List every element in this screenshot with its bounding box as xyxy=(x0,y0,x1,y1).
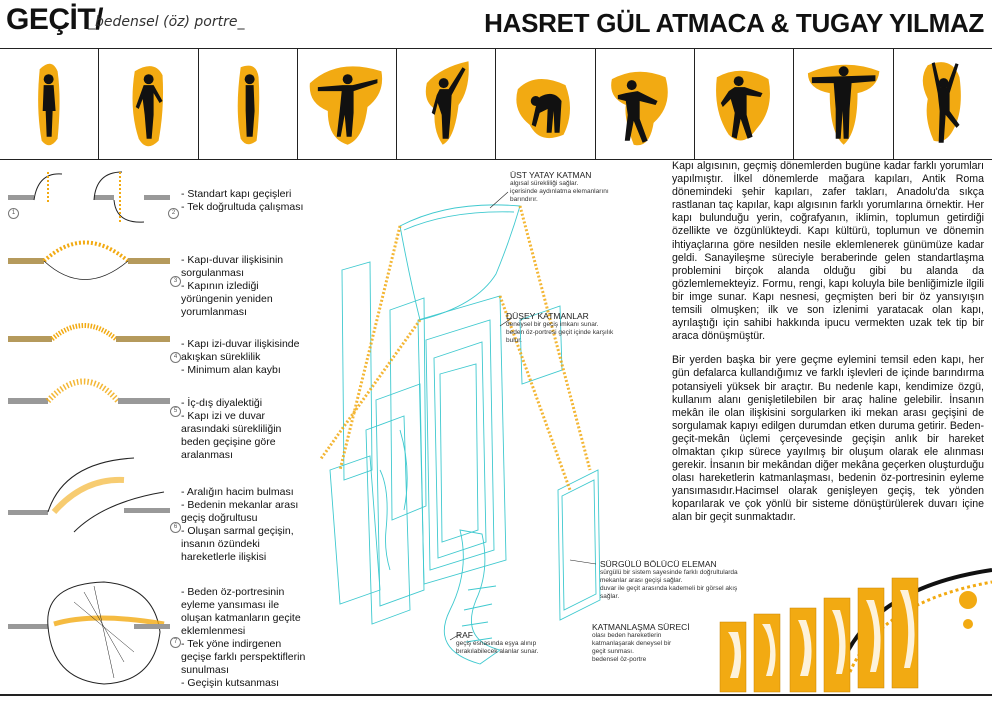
body-text xyxy=(672,160,984,536)
step-number: 6 xyxy=(170,522,181,533)
silhouette-strip xyxy=(0,48,992,160)
bending-silhouette-icon xyxy=(496,49,594,159)
diagram-inside-outside xyxy=(8,382,170,405)
t-pose-silhouette-icon xyxy=(794,49,892,159)
spread-arms-silhouette-icon xyxy=(298,49,396,159)
note-volume: - Aralığın hacim bulması - Bedenin mekanlar arası geçiş doğrultusu - Oluşan sarmal geçişin, insanın özündeki hareketlerle ilişkisi xyxy=(181,486,299,563)
silhouette-cell xyxy=(596,49,695,159)
page-title: GEÇİT/ xyxy=(6,3,104,36)
paragraph-2: Bir yerden başka bir yere geçme eylemini temsil eden kapı, her gün defalarca kullandığımız ve farklı işlevleri de içinde barındırma potansiyeli yüksek bir araçtır. Bu nedenle kapı, kendimize özgü, kullanım alanı genişletilebilen bir araç haline gelebilir. İnsanın mekân ile olan ilişkisini sorgularken iki mekan arası geçişini de sorgulamak kapıyı edilgen durumdan etken duruma getirir. Beden-geçit-mekân üçlemi çerçevesinde geçişin anlık bir hareket olmaktan çıkıp sürece yayılmış bir oluşum olarak ele alınması gerekir. İnsanın bir mekândan diğer mekâna geçerken oluşturduğu olası hareketlerin katmanlaşması, bedenin öz-portresinin eyleme yansımasıdır.Hacimsel olarak genişleyen geçiş, tek yönden koparılarak ve çok yönlü bir sisteme dönüştürülerek duvarı içine alan bir geçit sunmaktadır. xyxy=(672,354,984,524)
layering-process-illustration xyxy=(700,548,992,698)
page-subtitle: _bedensel (öz) portre_ xyxy=(88,14,245,30)
pushing-silhouette-icon xyxy=(695,49,793,159)
step-number: 5 xyxy=(170,406,181,417)
step-number: 2 xyxy=(168,208,179,219)
exploded-axonometric-drawing xyxy=(300,170,670,680)
step-number: 4 xyxy=(170,352,181,363)
step-number: 1 xyxy=(8,208,19,219)
silhouette-cell xyxy=(794,49,893,159)
diagram-standard-door xyxy=(8,172,170,222)
step-number: 3 xyxy=(170,276,181,287)
dancing-silhouette-icon xyxy=(894,49,992,159)
diagram-layered-passage xyxy=(8,582,170,684)
silhouette-cell xyxy=(397,49,496,159)
diagram-door-wall-relation xyxy=(8,243,170,280)
leaning-silhouette-icon xyxy=(596,49,694,159)
annotation-dusey: DÜŞEY KATMANLAR deneysel bir geçiş imkanı sunar. beden öz-portresi geçit içinde karşılık bulur. xyxy=(506,311,614,344)
note-door-wall: - Kapı-duvar ilişkisinin sorgulanması - Kapının izlediği yörüngenin yeniden yorumlanması xyxy=(181,254,284,318)
annotation-ust: ÜST YATAY KATMAN algısal sürekliliği sağlar. içerisinde aydınlatma elemanlarını barındırır. xyxy=(510,170,609,203)
silhouette-cell xyxy=(496,49,595,159)
paragraph-1: Kapı algısının, geçmiş dönemlerden bugüne kadar farklı yorumları yapılmıştır. İlkel dönemlerde mağara kapıları, Antik Roma dönemindeki şehir kapıları, zafer takları, Anadolu'da sıkça rastlanan taç kapılar, kapı algısının farklı yorumlarına örnektir. Her kapı bulunduğu yerin, coğrafyanın, iklimin, toplumun getirdiği özellikte ve özgünlükteydi. Kapı kültürü, toplumun ve dönemin ihtiyaçlarına göre nesilden nesile eklemlenerek günümüze kadar geldi. Sanayileşme süreciyle beraberinde gelen standartlaşma problemini birçok alanda olduğu gibi bu alanda da gözlemlemekteyiz. Formu, rengi, kapı koluyla bile benliğimizle ilgili bir imge sunar. Kapı nesnesi, geçmişten beri bir öz yansıyışın temsili olmuşken; ilk ve son izlenimi yaratacak olan kapı, ayrılaştığı için sahibi hakkında ipucu vermekten uzak tek tip bir araca dönüşmüştür. xyxy=(672,160,984,343)
silhouette-cell xyxy=(99,49,198,159)
note-fluid: - Kapı izi-duvar ilişkisinde akışkan süreklilik - Minimum alan kaybı xyxy=(181,338,300,376)
door-evolution-diagrams xyxy=(4,162,176,694)
annotation-raf: RAF geçiş esnasında eşya alınıp bırakılabilecek alanlar sunar. xyxy=(456,630,539,655)
note-layered: - Beden öz-portresinin eyleme yansıması ile oluşan katmanların geçite eklemlenmesi - Tek yöne indirgenen geçişe farklı perspektiflerin sunulması - Geçişin kutsanması xyxy=(181,586,306,689)
annotation-katmanlasma: KATMANLAŞMA SÜRECİ olası beden hareketlerin katmanlaşarak deneysel bir geçit sunması. bedensel öz-portre xyxy=(592,622,690,663)
authors: HASRET GÜL ATMACA & TUGAY YILMAZ xyxy=(484,8,984,38)
arms-out-silhouette-icon xyxy=(99,49,197,159)
diagram-volume xyxy=(8,458,170,532)
silhouette-cell xyxy=(298,49,397,159)
silhouette-cell xyxy=(0,49,99,159)
silhouette-cell xyxy=(894,49,992,159)
pointing-silhouette-icon xyxy=(397,49,495,159)
bottom-rule xyxy=(0,694,992,696)
side-silhouette-icon xyxy=(199,49,297,159)
silhouette-cell xyxy=(199,49,298,159)
diagram-fluid-continuity xyxy=(8,326,170,343)
annotation-surgulu: SÜRGÜLÜ BÖLÜCÜ ELEMAN sürgülü bir sistem sayesinde farklı doğrultularda mekanlar arası geçişi sağlar. duvar ile geçit arasında kademeli bir görsel akış sağlar. xyxy=(600,559,738,600)
note-standard: - Standart kapı geçişleri - Tek doğrultuda çalışması xyxy=(181,188,304,213)
note-dialectic: - İç-dış diyalektiği - Kapı izi ve duvar arasındaki sürekliliğin beden geçişine göre aralanması xyxy=(181,397,282,461)
step-number: 7 xyxy=(170,637,181,648)
standing-silhouette-icon xyxy=(0,49,98,159)
silhouette-cell xyxy=(695,49,794,159)
